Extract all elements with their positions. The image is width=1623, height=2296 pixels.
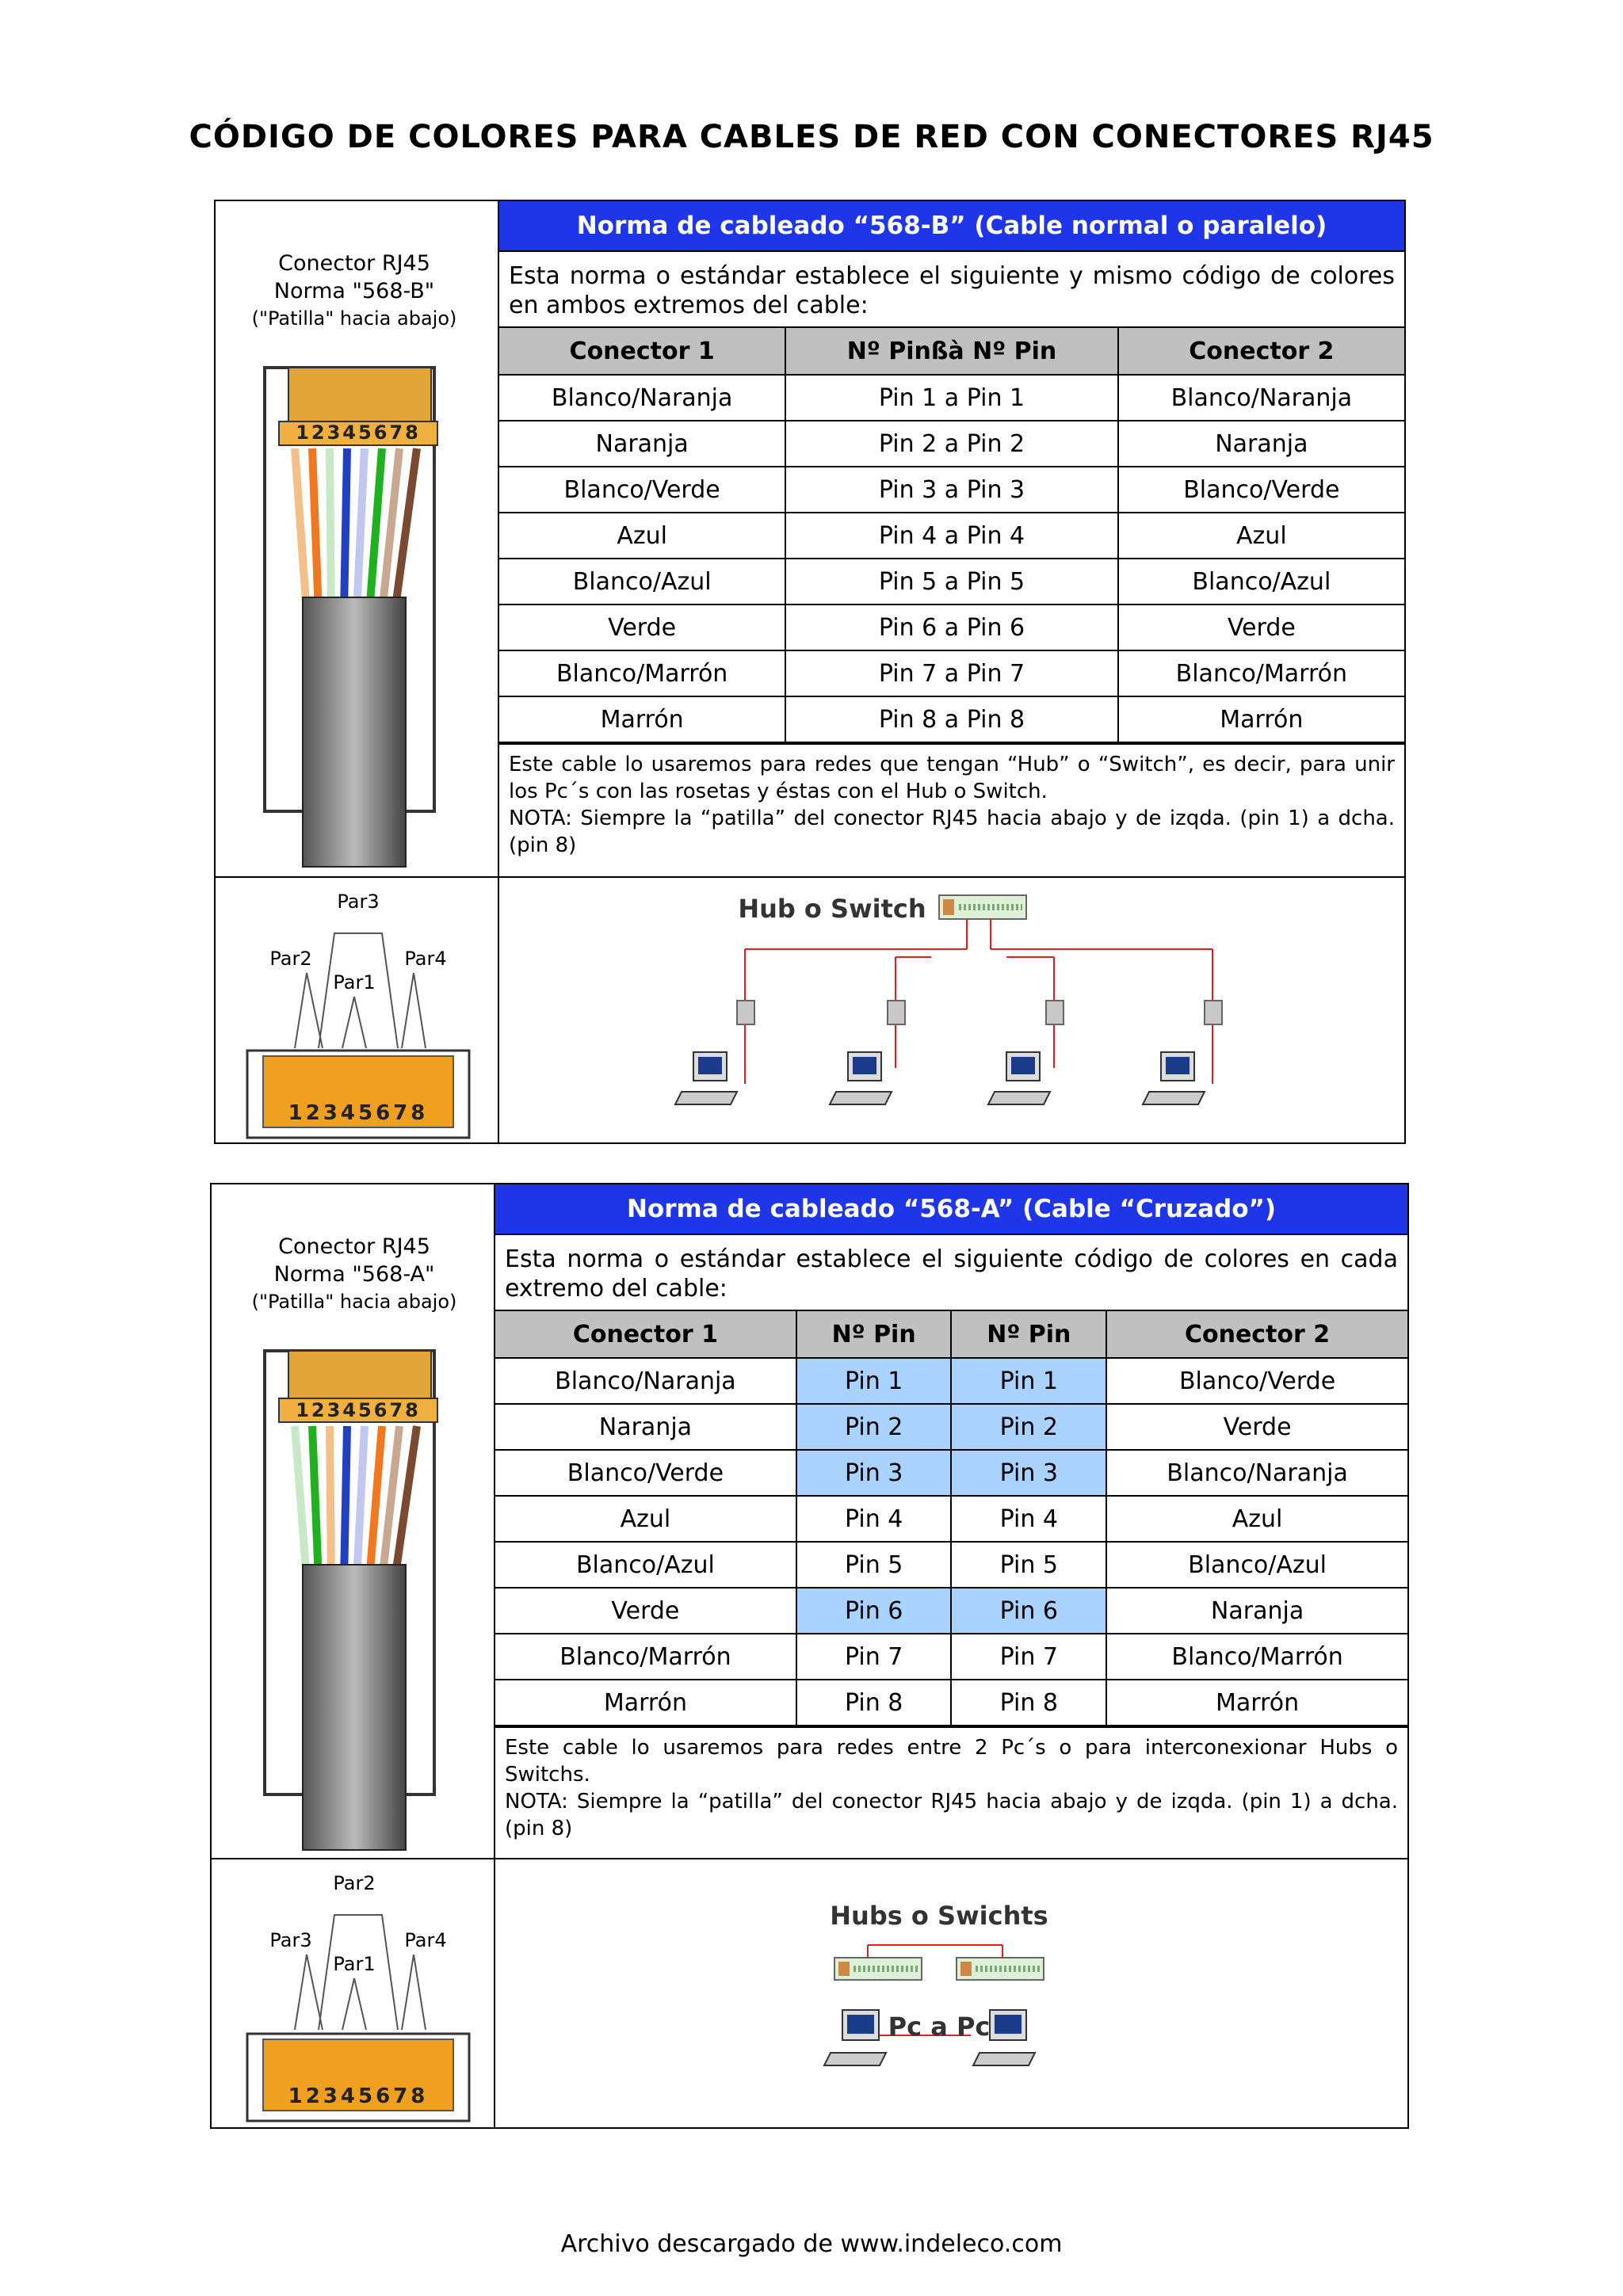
pin-digits: 12345678 bbox=[288, 2084, 429, 2108]
column-header: Conector 2 bbox=[1118, 328, 1404, 375]
cell: Blanco/Marrón bbox=[1118, 650, 1404, 696]
table-row bbox=[499, 696, 1404, 742]
connector-label-line2: Norma "568-A" bbox=[273, 1262, 435, 1287]
cell: Blanco/Azul bbox=[1106, 1542, 1407, 1588]
note-568a bbox=[495, 1726, 1407, 1848]
cell: Pin 8 a Pin 8 bbox=[785, 696, 1117, 742]
cell: Azul bbox=[1118, 513, 1404, 559]
hub-icon bbox=[957, 1958, 1044, 1980]
table-row bbox=[495, 1542, 1407, 1588]
cell: Pin 4 a Pin 4 bbox=[785, 513, 1117, 559]
cell: Verde bbox=[1106, 1404, 1407, 1450]
connector-label-line3: ("Patilla" hacia abajo) bbox=[251, 307, 457, 330]
pair-label: Par3 bbox=[337, 891, 380, 913]
rj45-connector-568b-icon bbox=[216, 201, 498, 876]
hub-icon bbox=[939, 895, 1026, 919]
table-row bbox=[495, 1680, 1407, 1726]
nota-text: NOTA: Siempre la “patilla” del conector RJ45 hacia abajo y de izqda. (pin 1) a dcha. (pin 8) bbox=[505, 1790, 1398, 1840]
column-header: Conector 2 bbox=[1106, 1311, 1407, 1358]
table-row bbox=[495, 1404, 1407, 1450]
column-header: Nº Pinßà Nº Pin bbox=[785, 328, 1117, 375]
cell: Pin 3 bbox=[951, 1450, 1106, 1496]
table-header-row bbox=[495, 1311, 1407, 1358]
cell: Blanco/Azul bbox=[499, 559, 785, 605]
pc-a-pc-label: Pc a Pc bbox=[888, 2012, 991, 2042]
pin-digits: 12345678 bbox=[296, 421, 421, 444]
cell: Pin 4 bbox=[951, 1496, 1106, 1542]
cell: Marrón bbox=[495, 1680, 796, 1726]
cell: Blanco/Marrón bbox=[1106, 1634, 1407, 1680]
pair-label: Par2 bbox=[333, 1872, 376, 1894]
cell: Pin 6 a Pin 6 bbox=[785, 605, 1117, 650]
cell: Marrón bbox=[499, 696, 785, 742]
pc-icon bbox=[675, 1052, 737, 1104]
cell: Naranja bbox=[495, 1404, 796, 1450]
network-diagram-568b bbox=[499, 878, 1404, 1142]
pair-label: Par2 bbox=[269, 948, 312, 970]
table-row bbox=[499, 650, 1404, 696]
pc-icon bbox=[824, 2010, 886, 2065]
cell: Azul bbox=[1106, 1496, 1407, 1542]
cell: Pin 2 a Pin 2 bbox=[785, 421, 1117, 467]
table-row bbox=[499, 559, 1404, 605]
cell: Blanco/Azul bbox=[1118, 559, 1404, 605]
table-header-row bbox=[499, 328, 1404, 375]
page-title: CÓDIGO DE COLORES PARA CABLES DE RED CON CONECTORES RJ45 bbox=[189, 119, 1434, 155]
connector-illustration-568b bbox=[216, 201, 499, 878]
pairs-illustration-568b bbox=[216, 878, 499, 1142]
cell: Blanco/Naranja bbox=[499, 375, 785, 421]
section-header-568b: Norma de cableado “568-B” (Cable normal o paralelo) bbox=[499, 201, 1404, 252]
cell: Pin 5 bbox=[796, 1542, 952, 1588]
cell: Blanco/Verde bbox=[1118, 467, 1404, 513]
cell: Verde bbox=[499, 605, 785, 650]
cell: Blanco/Verde bbox=[1106, 1358, 1407, 1404]
connector-label-line2: Norma "568-B" bbox=[273, 279, 435, 303]
cell: Blanco/Verde bbox=[499, 467, 785, 513]
table-panel-568b bbox=[499, 201, 1404, 878]
cell: Blanco/Marrón bbox=[499, 650, 785, 696]
table-row bbox=[495, 1496, 1407, 1542]
cell: Naranja bbox=[499, 421, 785, 467]
pc-icon bbox=[988, 1052, 1050, 1104]
table-row bbox=[499, 605, 1404, 650]
pair-label: Par1 bbox=[333, 971, 376, 994]
cell: Pin 1 a Pin 1 bbox=[785, 375, 1117, 421]
note-568b bbox=[499, 743, 1404, 865]
description-568b: Esta norma o estándar establece el siguiente y mismo código de colores en ambos extremos del cable: bbox=[499, 252, 1404, 328]
pin-digits: 12345678 bbox=[288, 1101, 429, 1125]
network-diagram-568a bbox=[495, 1859, 1407, 2127]
pc-icon bbox=[1143, 1052, 1205, 1104]
wall-socket-icon bbox=[737, 1001, 1222, 1024]
cell: Pin 7 a Pin 7 bbox=[785, 650, 1117, 696]
pair-label: Par3 bbox=[269, 1929, 312, 1951]
cell: Marrón bbox=[1118, 696, 1404, 742]
cell: Pin 6 bbox=[796, 1588, 952, 1634]
column-header: Nº Pin bbox=[951, 1311, 1106, 1358]
cell: Azul bbox=[499, 513, 785, 559]
usage-text: Este cable lo usaremos para redes entre 2 Pc´s o para interconexionar Hubs o Switchs. bbox=[505, 1736, 1398, 1787]
pin-table-568b bbox=[499, 328, 1404, 743]
cell: Blanco/Marrón bbox=[495, 1634, 796, 1680]
cell: Verde bbox=[495, 1588, 796, 1634]
connector-illustration-568a bbox=[212, 1184, 495, 1859]
cell: Blanco/Naranja bbox=[495, 1358, 796, 1404]
section-header-568a: Norma de cableado “568-A” (Cable “Cruzado”) bbox=[495, 1184, 1407, 1235]
cell: Pin 5 bbox=[951, 1542, 1106, 1588]
pc-icon bbox=[830, 1052, 892, 1104]
table-row bbox=[495, 1588, 1407, 1634]
cell: Pin 1 bbox=[951, 1358, 1106, 1404]
cell: Naranja bbox=[1118, 421, 1404, 467]
cell: Marrón bbox=[1106, 1680, 1407, 1726]
pair-label: Par4 bbox=[404, 948, 447, 970]
pin-digits: 12345678 bbox=[296, 1399, 421, 1421]
pairs-illustration-568a bbox=[212, 1859, 495, 2127]
cell: Pin 1 bbox=[796, 1358, 952, 1404]
hub-switch-label: Hub o Switch bbox=[738, 894, 926, 924]
table-row bbox=[499, 513, 1404, 559]
cell: Pin 8 bbox=[951, 1680, 1106, 1726]
cell: Blanco/Azul bbox=[495, 1542, 796, 1588]
cell: Verde bbox=[1118, 605, 1404, 650]
cell: Pin 5 a Pin 5 bbox=[785, 559, 1117, 605]
cell: Pin 2 bbox=[951, 1404, 1106, 1450]
cell: Pin 6 bbox=[951, 1588, 1106, 1634]
connector-label-line3: ("Patilla" hacia abajo) bbox=[251, 1291, 457, 1313]
nota-text: NOTA: Siempre la “patilla” del conector RJ45 hacia abajo y de izqda. (pin 1) a dcha. (pin 8) bbox=[509, 807, 1395, 857]
connector-label-line1: Conector RJ45 bbox=[278, 1234, 430, 1259]
rj45-connector-568a-icon bbox=[212, 1184, 494, 1858]
pair-diagram-568a-icon bbox=[212, 1859, 494, 2127]
table-row bbox=[499, 375, 1404, 421]
hubs-switchs-label: Hubs o Swichts bbox=[830, 1901, 1048, 1931]
cell: Blanco/Verde bbox=[495, 1450, 796, 1496]
table-row bbox=[499, 467, 1404, 513]
usage-text: Este cable lo usaremos para redes que tengan “Hub” o “Switch”, es decir, para unir los Pc´s con las rosetas y éstas con el Hub o Switch. bbox=[509, 753, 1395, 803]
section-568a bbox=[210, 1183, 1409, 2129]
cell: Pin 7 bbox=[951, 1634, 1106, 1680]
hub-icon bbox=[834, 1958, 922, 1980]
cell: Pin 7 bbox=[796, 1634, 952, 1680]
cell: Pin 3 bbox=[796, 1450, 952, 1496]
column-header: Nº Pin bbox=[796, 1311, 952, 1358]
column-header: Conector 1 bbox=[495, 1311, 796, 1358]
footer-source: Archivo descargado de www.indeleco.com bbox=[560, 2230, 1063, 2258]
cell: Blanco/Naranja bbox=[1106, 1450, 1407, 1496]
column-header: Conector 1 bbox=[499, 328, 785, 375]
cell: Pin 2 bbox=[796, 1404, 952, 1450]
table-row bbox=[495, 1450, 1407, 1496]
connector-label-line1: Conector RJ45 bbox=[278, 251, 430, 276]
pair-label: Par1 bbox=[333, 1953, 376, 1975]
cell: Pin 8 bbox=[796, 1680, 952, 1726]
pair-diagram-568b-icon bbox=[216, 878, 498, 1142]
table-row bbox=[499, 421, 1404, 467]
cell: Blanco/Naranja bbox=[1118, 375, 1404, 421]
description-568a: Esta norma o estándar establece el siguiente código de colores en cada extremo del cable: bbox=[495, 1235, 1407, 1311]
table-panel-568a bbox=[495, 1184, 1407, 1859]
cell: Azul bbox=[495, 1496, 796, 1542]
pair-label: Par4 bbox=[404, 1929, 447, 1951]
table-row bbox=[495, 1634, 1407, 1680]
table-row bbox=[495, 1358, 1407, 1404]
pin-table-568a bbox=[495, 1311, 1407, 1726]
cell: Naranja bbox=[1106, 1588, 1407, 1634]
section-568b bbox=[214, 200, 1406, 1144]
cell: Pin 4 bbox=[796, 1496, 952, 1542]
cell: Pin 3 a Pin 3 bbox=[785, 467, 1117, 513]
